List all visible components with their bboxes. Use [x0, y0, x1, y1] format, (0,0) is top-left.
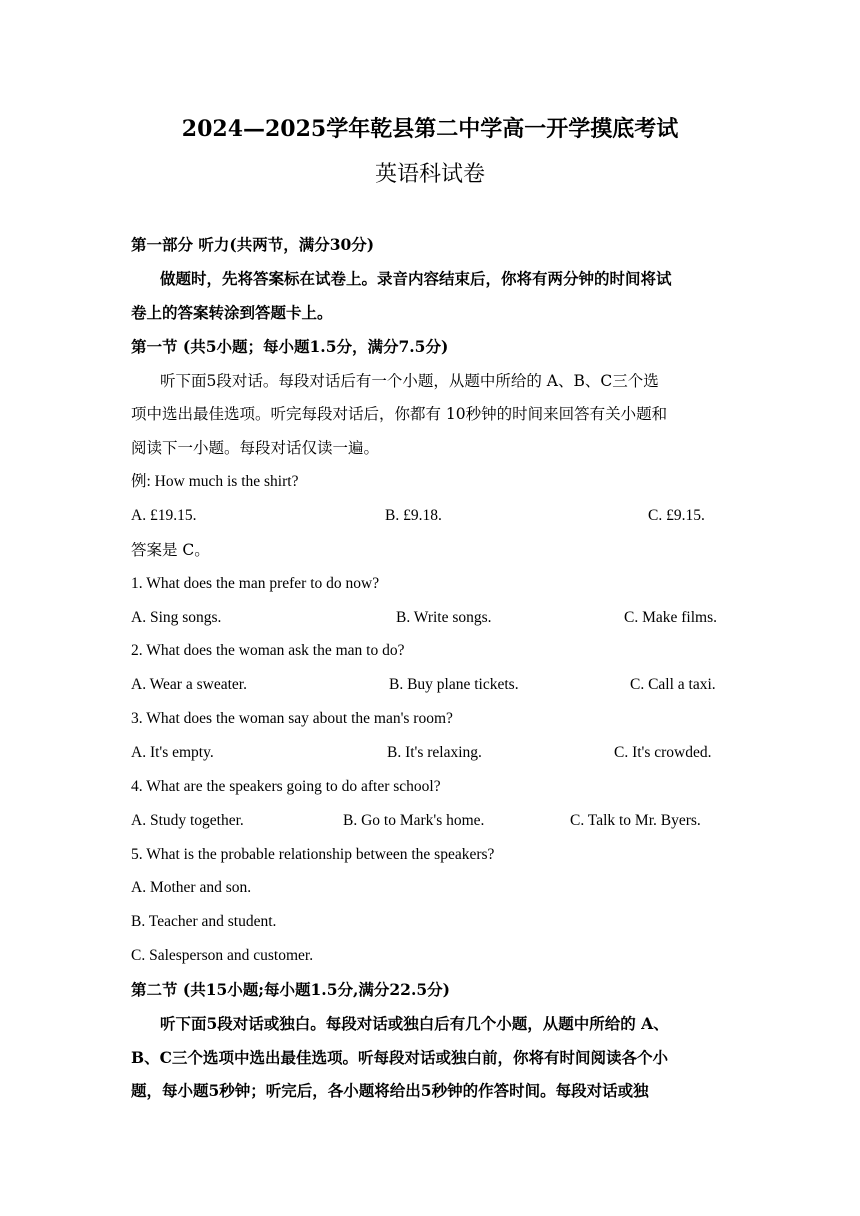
- part1-instructions-line1: 做题时，先将答案标在试卷上。录音内容结束后，你将有两分钟的时间将试: [160, 269, 672, 288]
- question-3-option-c: C. It's crowded.: [614, 744, 712, 761]
- part1-instructions-line2: 卷上的答案转涂到答题卡上。: [131, 303, 333, 322]
- section1-directions-line1: 听下面5段对话。每段对话后有一个小题，从题中所给的 A、B、C三个选: [160, 372, 659, 390]
- part1-heading: 第一部分 听力(共两节，满分30分): [131, 235, 375, 254]
- example-option-b: B. £9.18.: [385, 507, 442, 524]
- question-4-option-b: B. Go to Mark's home.: [343, 812, 485, 829]
- section2-heading: 第二节 (共15小题;每小题1.5分,满分22.5分): [131, 980, 450, 999]
- question-1-option-a: A. Sing songs.: [131, 609, 222, 626]
- question-5-option-c: C. Salesperson and customer.: [131, 947, 314, 964]
- question-5: 5. What is the probable relationship between the speakers?: [131, 846, 495, 863]
- section2-directions-line3: 题，每小题5秒钟；听完后，各小题将给出5秒钟的作答时间。每段对话或独: [131, 1081, 649, 1100]
- example-option-a: A. £19.15.: [131, 507, 197, 524]
- section2-directions-line2: B、C三个选项中选出最佳选项。听每段对话或独白前，你将有时间阅读各个小: [131, 1048, 668, 1067]
- example-option-c: C. £9.15.: [648, 507, 705, 524]
- question-2: 2. What does the woman ask the man to do?: [131, 642, 405, 659]
- question-1-option-c: C. Make films.: [624, 609, 717, 626]
- example-question: 例: How much is the shirt?: [131, 473, 299, 490]
- question-4: 4. What are the speakers going to do after school?: [131, 778, 441, 795]
- question-2-option-a: A. Wear a sweater.: [131, 676, 247, 693]
- question-3-option-b: B. It's relaxing.: [387, 744, 482, 761]
- exam-subtitle: 英语科试卷: [374, 162, 485, 187]
- question-5-option-b: B. Teacher and student.: [131, 913, 277, 930]
- section1-heading: 第一节 (共5小题；每小题1.5分，满分7.5分): [131, 337, 449, 356]
- question-1: 1. What does the man prefer to do now?: [131, 575, 380, 592]
- question-4-option-a: A. Study together.: [131, 812, 244, 829]
- section1-directions-line2: 项中选出最佳选项。听完每段对话后，你都有 10秒钟的时间来回答有关小题和: [131, 405, 668, 423]
- section2-directions-line1: 听下面5段对话或独白。每段对话或独白后有几个小题，从题中所给的 A、: [160, 1014, 669, 1033]
- question-2-option-c: C. Call a taxi.: [630, 676, 716, 693]
- question-2-option-b: B. Buy plane tickets.: [389, 676, 519, 693]
- exam-title: 2024—2025学年乾县第二中学高一开学摸底考试: [181, 116, 679, 142]
- example-answer: 答案是 C。: [131, 541, 210, 559]
- question-3-option-a: A. It's empty.: [131, 744, 214, 761]
- question-3: 3. What does the woman say about the man's room?: [131, 710, 453, 727]
- question-1-option-b: B. Write songs.: [396, 609, 492, 626]
- question-5-option-a: A. Mother and son.: [131, 879, 252, 896]
- section1-directions-line3: 阅读下一小题。每段对话仅读一遍。: [131, 439, 380, 457]
- question-4-option-c: C. Talk to Mr. Byers.: [570, 812, 701, 829]
